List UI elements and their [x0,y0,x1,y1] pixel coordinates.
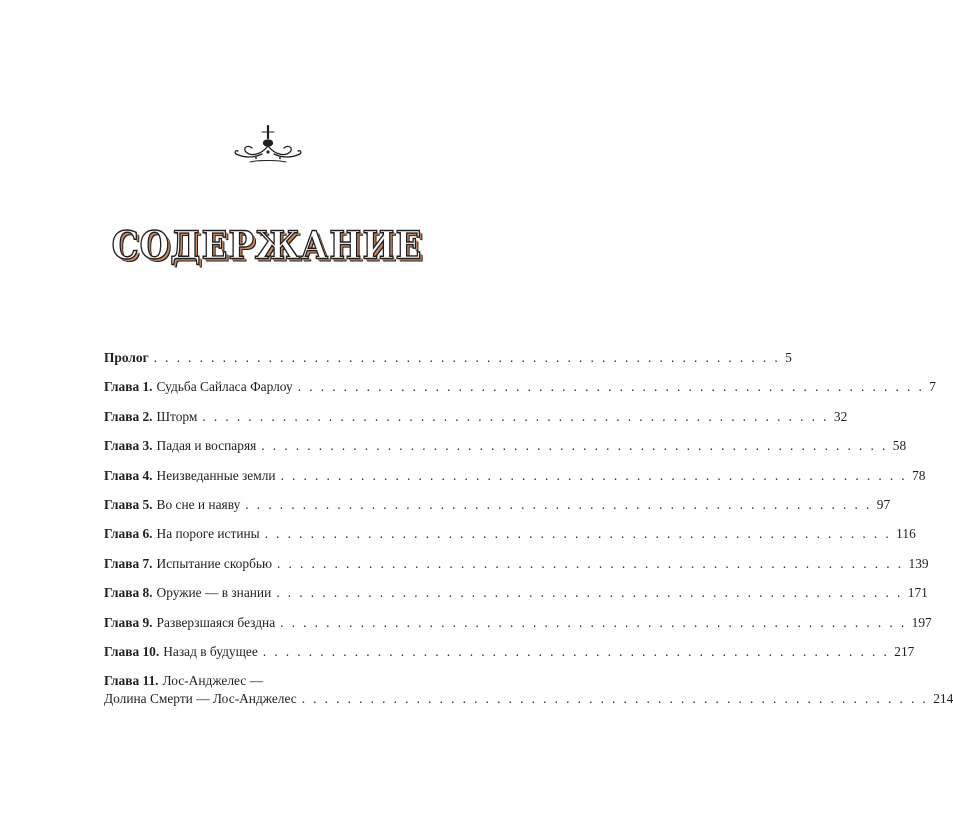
toc-page-number: 171 [907,585,928,601]
toc-chapter-title-continued: Долина Смерти — Лос-Анджелес [104,691,297,707]
toc-chapter-title: Во сне и наяву [156,496,241,512]
toc-chapter-label: Глава 8. [104,585,153,601]
toc-leader: . . . . . . . . . . . . . . . . . . . . . . . . . . . . . . . . . . . . . . . . . . . . . . . . . . . . . . . [261,438,888,454]
toc-chapter-label: Глава 11. [104,673,159,689]
toc-leader: . . . . . . . . . . . . . . . . . . . . . . . . . . . . . . . . . . . . . . . . . . . . . . . . . . . . . . . [202,408,829,424]
toc-chapter-title: Неизведанные земли [156,467,276,483]
toc-page-number: 32 [833,408,848,424]
toc-chapter-title: Судьба Сайласа Фарлоу [156,379,293,395]
toc-entry [104,614,932,631]
toc-leader: . . . . . . . . . . . . . . . . . . . . . . . . . . . . . . . . . . . . . . . . . . . . . . . . . . . . . . . [153,350,781,365]
toc-chapter-label: Глава 7. [104,555,153,571]
toc-entry [104,555,929,572]
toc-chapter-title: Падая и воспаряя [156,438,257,454]
toc-page-number: 97 [876,496,891,512]
toc-chapter-label: Глава 2. [104,408,153,424]
decorative-ornament-icon [232,124,304,168]
toc-chapter-label: Глава 6. [104,526,153,542]
toc-chapter-title: Назад в будущее [163,643,258,659]
toc-entry [104,673,953,707]
toc-entry [104,496,891,513]
toc-chapter-title: Испытание скорбью [156,555,272,571]
toc-chapter-title: Оружие — в знании [156,585,272,601]
toc-leader: . . . . . . . . . . . . . . . . . . . . . . . . . . . . . . . . . . . . . . . . . . . . . . . . . . . . . . . [280,614,907,630]
toc-chapter-label: Глава 10. [104,643,160,659]
toc-entry [104,467,926,484]
page-title: СОДЕРЖАНИЕ [111,223,423,269]
table-of-contents [104,350,953,721]
toc-entry [104,643,915,660]
toc-page-number: 217 [894,643,915,659]
toc-page-number: 78 [912,467,926,483]
toc-page-number: 58 [892,438,907,454]
toc-entry [104,379,936,395]
toc-page-number: 116 [896,526,916,542]
toc-chapter-label: Пролог [104,350,149,365]
toc-chapter-label: Глава 1. [104,379,153,395]
toc-entry [104,350,792,366]
toc-chapter-title: Шторм [156,408,198,424]
toc-leader: . . . . . . . . . . . . . . . . . . . . . . . . . . . . . . . . . . . . . . . . . . . . . . . . . . . . . . . [276,585,903,601]
toc-entry [104,585,928,601]
toc-leader: . . . . . . . . . . . . . . . . . . . . . . . . . . . . . . . . . . . . . . . . . . . . . . . . . . . . . . . [280,467,908,483]
heading-container [0,223,534,269]
toc-page-number: 139 [908,555,929,571]
toc-chapter-label: Глава 9. [104,614,153,630]
toc-page-number: 214 [933,691,953,707]
toc-chapter-title: На пороге истины [156,526,260,542]
toc-chapter-title: Разверзшаяся бездна [156,614,276,630]
toc-leader: . . . . . . . . . . . . . . . . . . . . . . . . . . . . . . . . . . . . . . . . . . . . . . . . . . . . . . . [301,691,929,707]
toc-leader: . . . . . . . . . . . . . . . . . . . . . . . . . . . . . . . . . . . . . . . . . . . . . . . . . . . . . . . [264,526,892,542]
toc-entry [104,438,907,454]
toc-chapter-label: Глава 3. [104,438,153,454]
toc-chapter-title: Лос-Анджелес — [162,673,263,689]
toc-chapter-label: Глава 5. [104,496,153,512]
toc-page-number: 5 [785,350,792,365]
toc-entry [104,408,848,425]
toc-chapter-label: Глава 4. [104,467,153,483]
toc-leader: . . . . . . . . . . . . . . . . . . . . . . . . . . . . . . . . . . . . . . . . . . . . . . . . . . . . . . . [262,643,890,659]
toc-leader: . . . . . . . . . . . . . . . . . . . . . . . . . . . . . . . . . . . . . . . . . . . . . . . . . . . . . . . [297,379,925,395]
toc-page-number: 197 [911,614,932,630]
toc-entry [104,526,916,542]
toc-leader: . . . . . . . . . . . . . . . . . . . . . . . . . . . . . . . . . . . . . . . . . . . . . . . . . . . . . . . [245,496,872,512]
toc-leader: . . . . . . . . . . . . . . . . . . . . . . . . . . . . . . . . . . . . . . . . . . . . . . . . . . . . . . . [277,555,904,571]
toc-page-number: 7 [929,379,936,395]
